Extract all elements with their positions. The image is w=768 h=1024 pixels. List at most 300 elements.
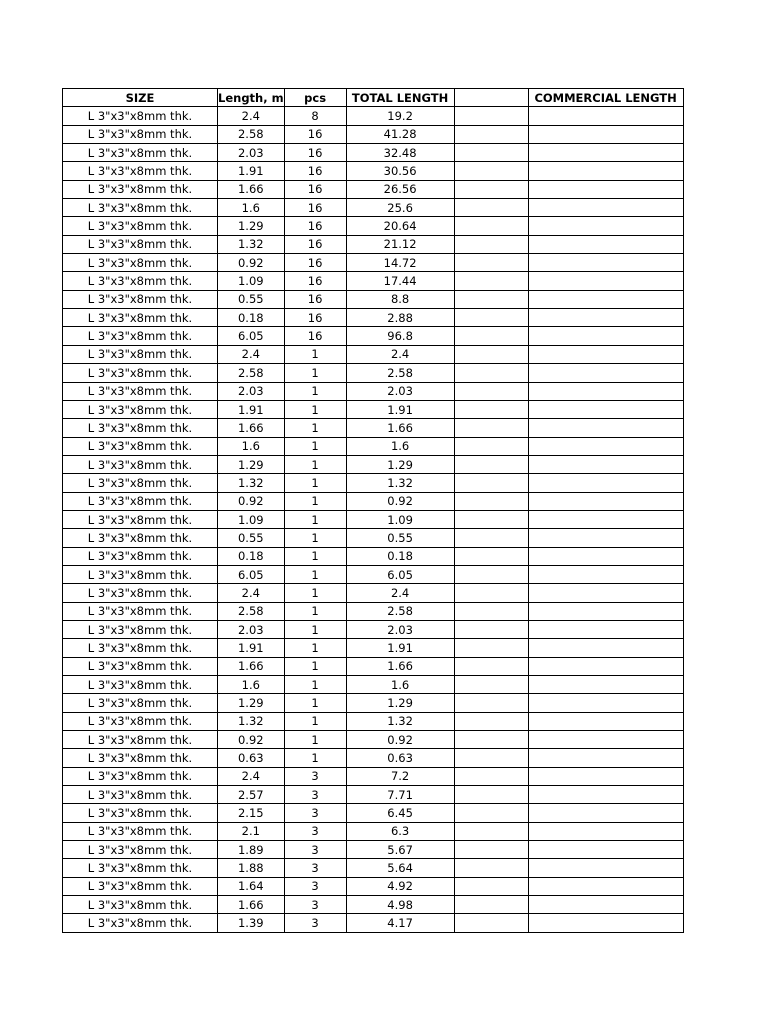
table-row <box>63 180 684 198</box>
cell-blank <box>454 382 528 400</box>
cell-size: L 3"x3"x8mm thk. <box>63 364 218 382</box>
cell-pcs: 16 <box>284 272 346 290</box>
cell-pcs: 8 <box>284 107 346 125</box>
cell-size: L 3"x3"x8mm thk. <box>63 859 218 877</box>
cell-total-length: 1.91 <box>346 400 454 418</box>
cell-commercial-length <box>528 749 683 767</box>
cell-length: 1.88 <box>218 859 285 877</box>
cell-total-length: 19.2 <box>346 107 454 125</box>
table-row <box>63 254 684 272</box>
cell-size: L 3"x3"x8mm thk. <box>63 731 218 749</box>
table-row <box>63 877 684 895</box>
table-row <box>63 272 684 290</box>
cell-blank <box>454 125 528 143</box>
table-row <box>63 144 684 162</box>
cell-size: L 3"x3"x8mm thk. <box>63 841 218 859</box>
cell-pcs: 3 <box>284 786 346 804</box>
cell-total-length: 1.66 <box>346 657 454 675</box>
cell-blank <box>454 547 528 565</box>
cell-commercial-length <box>528 107 683 125</box>
cell-length: 2.57 <box>218 786 285 804</box>
table-row <box>63 327 684 345</box>
table-row <box>63 419 684 437</box>
cell-total-length: 6.3 <box>346 822 454 840</box>
table-body <box>63 107 684 932</box>
cell-length: 0.92 <box>218 254 285 272</box>
cell-blank <box>454 565 528 583</box>
cell-blank <box>454 455 528 473</box>
cell-pcs: 1 <box>284 437 346 455</box>
cell-total-length: 1.6 <box>346 437 454 455</box>
cell-total-length: 2.58 <box>346 364 454 382</box>
cell-pcs: 3 <box>284 822 346 840</box>
cell-blank <box>454 272 528 290</box>
cell-total-length: 0.92 <box>346 492 454 510</box>
cell-pcs: 1 <box>284 529 346 547</box>
cell-size: L 3"x3"x8mm thk. <box>63 492 218 510</box>
cell-total-length: 0.63 <box>346 749 454 767</box>
cell-length: 1.66 <box>218 657 285 675</box>
cell-total-length: 0.92 <box>346 731 454 749</box>
table-row <box>63 199 684 217</box>
table-row <box>63 914 684 932</box>
cell-length: 1.32 <box>218 474 285 492</box>
cell-total-length: 6.05 <box>346 565 454 583</box>
cell-total-length: 1.32 <box>346 474 454 492</box>
cell-commercial-length <box>528 199 683 217</box>
cell-total-length: 1.09 <box>346 510 454 528</box>
cell-total-length: 96.8 <box>346 327 454 345</box>
cell-blank <box>454 180 528 198</box>
cell-total-length: 5.64 <box>346 859 454 877</box>
header-row <box>63 89 684 107</box>
cell-size: L 3"x3"x8mm thk. <box>63 914 218 932</box>
cell-commercial-length <box>528 180 683 198</box>
cell-pcs: 1 <box>284 364 346 382</box>
cell-commercial-length <box>528 804 683 822</box>
cell-commercial-length <box>528 382 683 400</box>
cell-commercial-length <box>528 364 683 382</box>
cell-blank <box>454 620 528 638</box>
cell-total-length: 25.6 <box>346 199 454 217</box>
cell-pcs: 16 <box>284 199 346 217</box>
cell-length: 2.4 <box>218 767 285 785</box>
cell-pcs: 1 <box>284 749 346 767</box>
cell-length: 6.05 <box>218 565 285 583</box>
cell-length: 1.91 <box>218 639 285 657</box>
cell-size: L 3"x3"x8mm thk. <box>63 455 218 473</box>
cell-length: 2.03 <box>218 620 285 638</box>
cell-size: L 3"x3"x8mm thk. <box>63 767 218 785</box>
table-row <box>63 804 684 822</box>
cell-commercial-length <box>528 162 683 180</box>
cell-commercial-length <box>528 657 683 675</box>
cell-size: L 3"x3"x8mm thk. <box>63 144 218 162</box>
cell-size: L 3"x3"x8mm thk. <box>63 786 218 804</box>
cell-pcs: 1 <box>284 400 346 418</box>
table-row <box>63 455 684 473</box>
cell-pcs: 1 <box>284 419 346 437</box>
cell-pcs: 16 <box>284 162 346 180</box>
cell-total-length: 6.45 <box>346 804 454 822</box>
cell-size: L 3"x3"x8mm thk. <box>63 474 218 492</box>
table-row <box>63 676 684 694</box>
cell-commercial-length <box>528 474 683 492</box>
cell-blank <box>454 474 528 492</box>
cell-size: L 3"x3"x8mm thk. <box>63 309 218 327</box>
cell-blank <box>454 657 528 675</box>
cell-commercial-length <box>528 896 683 914</box>
cell-size: L 3"x3"x8mm thk. <box>63 529 218 547</box>
cell-blank <box>454 492 528 510</box>
cell-commercial-length <box>528 309 683 327</box>
cell-commercial-length <box>528 455 683 473</box>
cell-length: 0.63 <box>218 749 285 767</box>
cell-length: 2.58 <box>218 364 285 382</box>
cell-blank <box>454 822 528 840</box>
cell-commercial-length <box>528 914 683 932</box>
cell-length: 0.55 <box>218 529 285 547</box>
table-row <box>63 896 684 914</box>
cell-blank <box>454 309 528 327</box>
cell-blank <box>454 584 528 602</box>
cell-blank <box>454 676 528 694</box>
cell-pcs: 3 <box>284 767 346 785</box>
cell-commercial-length <box>528 841 683 859</box>
cell-pcs: 1 <box>284 382 346 400</box>
cell-total-length: 2.58 <box>346 602 454 620</box>
cell-blank <box>454 529 528 547</box>
cell-size: L 3"x3"x8mm thk. <box>63 639 218 657</box>
table-row <box>63 822 684 840</box>
cell-length: 2.4 <box>218 107 285 125</box>
cell-pcs: 1 <box>284 584 346 602</box>
cell-pcs: 1 <box>284 731 346 749</box>
cell-pcs: 1 <box>284 694 346 712</box>
cell-commercial-length <box>528 254 683 272</box>
cell-commercial-length <box>528 859 683 877</box>
cell-size: L 3"x3"x8mm thk. <box>63 419 218 437</box>
cell-blank <box>454 602 528 620</box>
cell-commercial-length <box>528 639 683 657</box>
cell-blank <box>454 217 528 235</box>
cell-commercial-length <box>528 235 683 253</box>
cell-size: L 3"x3"x8mm thk. <box>63 822 218 840</box>
cell-length: 1.09 <box>218 272 285 290</box>
header-length: Length, m <box>218 89 285 107</box>
cell-pcs: 1 <box>284 712 346 730</box>
cell-commercial-length <box>528 290 683 308</box>
cell-length: 1.66 <box>218 419 285 437</box>
cell-commercial-length <box>528 327 683 345</box>
cell-commercial-length <box>528 712 683 730</box>
cell-commercial-length <box>528 822 683 840</box>
cell-total-length: 2.03 <box>346 382 454 400</box>
cell-blank <box>454 199 528 217</box>
cell-blank <box>454 254 528 272</box>
cell-blank <box>454 290 528 308</box>
cell-total-length: 1.32 <box>346 712 454 730</box>
cell-blank <box>454 162 528 180</box>
cell-blank <box>454 419 528 437</box>
cell-total-length: 2.03 <box>346 620 454 638</box>
cell-size: L 3"x3"x8mm thk. <box>63 749 218 767</box>
length-schedule-table <box>62 88 684 933</box>
cell-total-length: 1.29 <box>346 455 454 473</box>
cell-commercial-length <box>528 676 683 694</box>
cell-blank <box>454 896 528 914</box>
cell-size: L 3"x3"x8mm thk. <box>63 602 218 620</box>
table-row <box>63 492 684 510</box>
header-total-length: TOTAL LENGTH <box>346 89 454 107</box>
cell-length: 1.29 <box>218 455 285 473</box>
cell-pcs: 16 <box>284 309 346 327</box>
cell-blank <box>454 786 528 804</box>
table-row <box>63 565 684 583</box>
cell-length: 1.09 <box>218 510 285 528</box>
cell-pcs: 1 <box>284 676 346 694</box>
cell-size: L 3"x3"x8mm thk. <box>63 125 218 143</box>
cell-commercial-length <box>528 565 683 583</box>
cell-size: L 3"x3"x8mm thk. <box>63 694 218 712</box>
cell-size: L 3"x3"x8mm thk. <box>63 217 218 235</box>
cell-commercial-length <box>528 125 683 143</box>
cell-commercial-length <box>528 786 683 804</box>
table-row <box>63 217 684 235</box>
cell-size: L 3"x3"x8mm thk. <box>63 565 218 583</box>
cell-length: 2.58 <box>218 125 285 143</box>
cell-commercial-length <box>528 602 683 620</box>
cell-commercial-length <box>528 492 683 510</box>
cell-pcs: 16 <box>284 290 346 308</box>
cell-total-length: 1.29 <box>346 694 454 712</box>
cell-size: L 3"x3"x8mm thk. <box>63 180 218 198</box>
cell-size: L 3"x3"x8mm thk. <box>63 547 218 565</box>
cell-pcs: 1 <box>284 345 346 363</box>
cell-commercial-length <box>528 767 683 785</box>
table-row <box>63 235 684 253</box>
cell-size: L 3"x3"x8mm thk. <box>63 199 218 217</box>
cell-pcs: 16 <box>284 217 346 235</box>
cell-length: 0.92 <box>218 731 285 749</box>
cell-commercial-length <box>528 437 683 455</box>
cell-length: 1.29 <box>218 694 285 712</box>
table-row <box>63 694 684 712</box>
cell-size: L 3"x3"x8mm thk. <box>63 382 218 400</box>
cell-size: L 3"x3"x8mm thk. <box>63 877 218 895</box>
cell-length: 1.66 <box>218 180 285 198</box>
cell-blank <box>454 144 528 162</box>
cell-pcs: 3 <box>284 859 346 877</box>
cell-total-length: 20.64 <box>346 217 454 235</box>
header-blank <box>454 89 528 107</box>
cell-length: 1.6 <box>218 676 285 694</box>
cell-size: L 3"x3"x8mm thk. <box>63 712 218 730</box>
cell-blank <box>454 877 528 895</box>
cell-length: 1.89 <box>218 841 285 859</box>
cell-size: L 3"x3"x8mm thk. <box>63 327 218 345</box>
cell-total-length: 1.91 <box>346 639 454 657</box>
table-row <box>63 547 684 565</box>
cell-size: L 3"x3"x8mm thk. <box>63 345 218 363</box>
table-row <box>63 474 684 492</box>
table-row <box>63 125 684 143</box>
cell-length: 1.32 <box>218 712 285 730</box>
cell-length: 2.15 <box>218 804 285 822</box>
table-row <box>63 510 684 528</box>
cell-size: L 3"x3"x8mm thk. <box>63 400 218 418</box>
cell-total-length: 4.92 <box>346 877 454 895</box>
cell-blank <box>454 859 528 877</box>
table-row <box>63 345 684 363</box>
cell-blank <box>454 510 528 528</box>
cell-length: 6.05 <box>218 327 285 345</box>
cell-pcs: 16 <box>284 144 346 162</box>
cell-blank <box>454 235 528 253</box>
table-row <box>63 309 684 327</box>
cell-total-length: 2.4 <box>346 345 454 363</box>
table-row <box>63 364 684 382</box>
cell-size: L 3"x3"x8mm thk. <box>63 620 218 638</box>
cell-blank <box>454 437 528 455</box>
cell-blank <box>454 767 528 785</box>
cell-commercial-length <box>528 419 683 437</box>
cell-total-length: 4.98 <box>346 896 454 914</box>
table-row <box>63 584 684 602</box>
cell-length: 2.03 <box>218 382 285 400</box>
table-row <box>63 767 684 785</box>
cell-pcs: 3 <box>284 896 346 914</box>
cell-length: 0.92 <box>218 492 285 510</box>
cell-total-length: 1.6 <box>346 676 454 694</box>
cell-size: L 3"x3"x8mm thk. <box>63 162 218 180</box>
cell-total-length: 17.44 <box>346 272 454 290</box>
cell-blank <box>454 712 528 730</box>
cell-size: L 3"x3"x8mm thk. <box>63 107 218 125</box>
cell-pcs: 16 <box>284 327 346 345</box>
cell-pcs: 1 <box>284 510 346 528</box>
cell-total-length: 0.55 <box>346 529 454 547</box>
cell-blank <box>454 327 528 345</box>
cell-pcs: 16 <box>284 125 346 143</box>
table-row <box>63 529 684 547</box>
cell-total-length: 2.88 <box>346 309 454 327</box>
cell-blank <box>454 639 528 657</box>
cell-commercial-length <box>528 620 683 638</box>
cell-commercial-length <box>528 345 683 363</box>
table-row <box>63 400 684 418</box>
cell-commercial-length <box>528 144 683 162</box>
cell-commercial-length <box>528 272 683 290</box>
cell-total-length: 14.72 <box>346 254 454 272</box>
cell-commercial-length <box>528 217 683 235</box>
cell-pcs: 1 <box>284 602 346 620</box>
table-row <box>63 859 684 877</box>
cell-size: L 3"x3"x8mm thk. <box>63 272 218 290</box>
cell-pcs: 3 <box>284 914 346 932</box>
cell-length: 1.91 <box>218 162 285 180</box>
table-row <box>63 657 684 675</box>
header-pcs: pcs <box>284 89 346 107</box>
cell-pcs: 1 <box>284 620 346 638</box>
cell-blank <box>454 364 528 382</box>
cell-pcs: 3 <box>284 841 346 859</box>
cell-blank <box>454 345 528 363</box>
cell-length: 0.18 <box>218 309 285 327</box>
cell-commercial-length <box>528 731 683 749</box>
table-row <box>63 107 684 125</box>
cell-pcs: 16 <box>284 180 346 198</box>
cell-length: 0.55 <box>218 290 285 308</box>
cell-size: L 3"x3"x8mm thk. <box>63 804 218 822</box>
cell-length: 2.1 <box>218 822 285 840</box>
cell-pcs: 1 <box>284 639 346 657</box>
cell-length: 1.32 <box>218 235 285 253</box>
cell-size: L 3"x3"x8mm thk. <box>63 510 218 528</box>
cell-blank <box>454 107 528 125</box>
cell-size: L 3"x3"x8mm thk. <box>63 437 218 455</box>
cell-length: 2.03 <box>218 144 285 162</box>
cell-blank <box>454 749 528 767</box>
cell-size: L 3"x3"x8mm thk. <box>63 254 218 272</box>
cell-length: 1.6 <box>218 437 285 455</box>
cell-commercial-length <box>528 694 683 712</box>
cell-length: 1.91 <box>218 400 285 418</box>
cell-commercial-length <box>528 529 683 547</box>
cell-pcs: 1 <box>284 455 346 473</box>
cell-pcs: 1 <box>284 657 346 675</box>
cell-commercial-length <box>528 584 683 602</box>
cell-size: L 3"x3"x8mm thk. <box>63 235 218 253</box>
cell-pcs: 1 <box>284 474 346 492</box>
cell-total-length: 21.12 <box>346 235 454 253</box>
header-commercial-length: COMMERCIAL LENGTH <box>528 89 683 107</box>
cell-total-length: 41.28 <box>346 125 454 143</box>
cell-length: 2.4 <box>218 345 285 363</box>
cell-size: L 3"x3"x8mm thk. <box>63 657 218 675</box>
cell-blank <box>454 914 528 932</box>
table-row <box>63 290 684 308</box>
header-size: SIZE <box>63 89 218 107</box>
cell-size: L 3"x3"x8mm thk. <box>63 896 218 914</box>
cell-total-length: 8.8 <box>346 290 454 308</box>
cell-length: 1.64 <box>218 877 285 895</box>
cell-size: L 3"x3"x8mm thk. <box>63 676 218 694</box>
cell-pcs: 1 <box>284 547 346 565</box>
cell-pcs: 16 <box>284 235 346 253</box>
cell-size: L 3"x3"x8mm thk. <box>63 584 218 602</box>
table-row <box>63 639 684 657</box>
cell-blank <box>454 841 528 859</box>
cell-total-length: 7.2 <box>346 767 454 785</box>
table-row <box>63 786 684 804</box>
table-row <box>63 620 684 638</box>
cell-total-length: 1.66 <box>346 419 454 437</box>
cell-total-length: 2.4 <box>346 584 454 602</box>
table-row <box>63 841 684 859</box>
cell-total-length: 32.48 <box>346 144 454 162</box>
cell-length: 1.39 <box>218 914 285 932</box>
cell-blank <box>454 804 528 822</box>
cell-length: 1.6 <box>218 199 285 217</box>
cell-blank <box>454 731 528 749</box>
cell-total-length: 4.17 <box>346 914 454 932</box>
cell-length: 0.18 <box>218 547 285 565</box>
cell-commercial-length <box>528 400 683 418</box>
cell-blank <box>454 400 528 418</box>
cell-total-length: 26.56 <box>346 180 454 198</box>
cell-blank <box>454 694 528 712</box>
